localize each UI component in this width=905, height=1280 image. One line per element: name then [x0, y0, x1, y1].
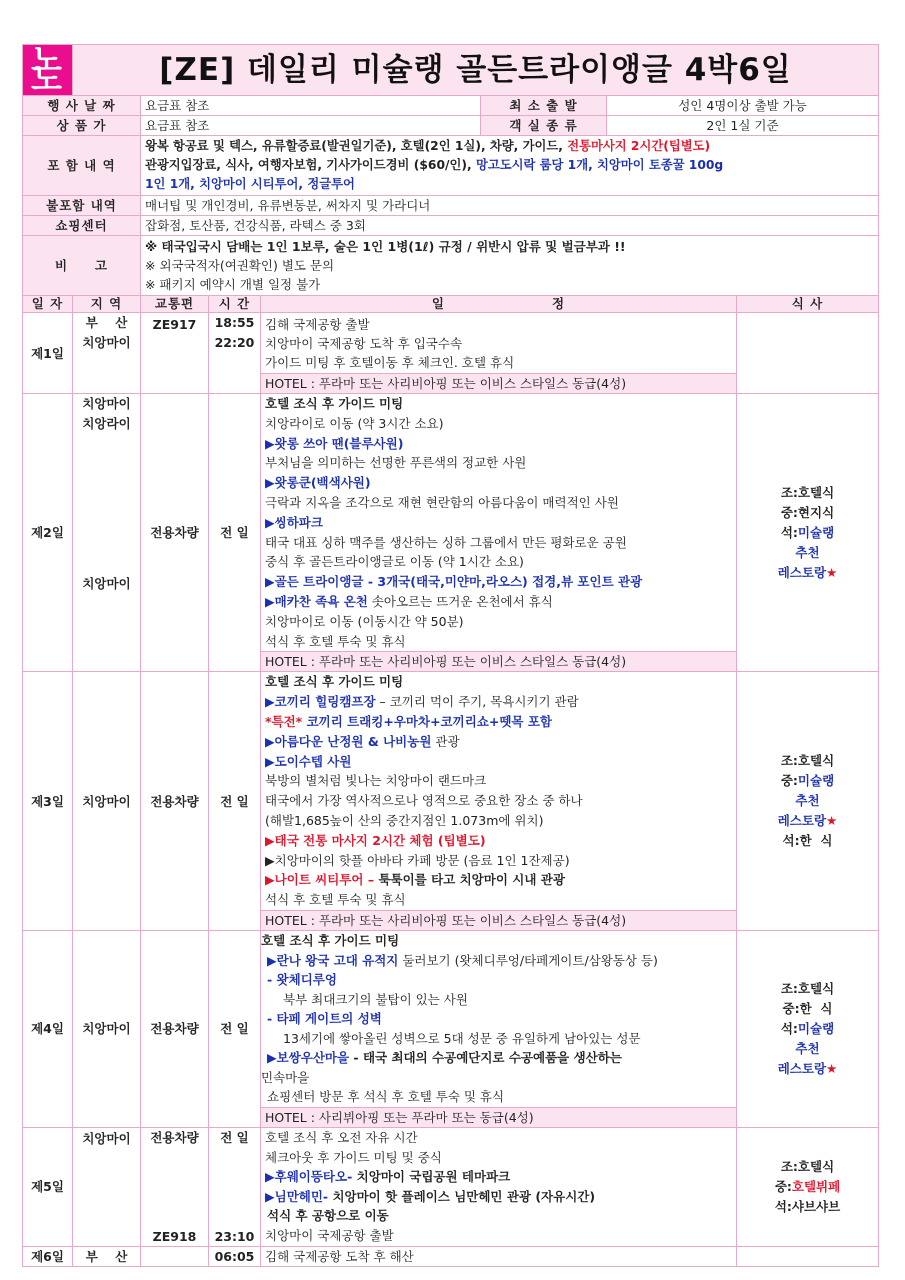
day1-meal	[737, 313, 879, 394]
day5-region: 치앙마이	[73, 1127, 141, 1246]
day2-region: 치앙마이 치앙라이 치앙마이	[73, 394, 141, 672]
day3-transport: 전용차량	[141, 672, 209, 931]
col-region: 지 역	[73, 296, 141, 313]
day3-label: 제3일	[23, 672, 73, 931]
notes-label: 비 고	[23, 236, 141, 296]
day6-label: 제6일	[23, 1246, 73, 1266]
col-time: 시 간	[209, 296, 261, 313]
day6-transport	[141, 1246, 209, 1266]
itinerary-document	[22, 44, 878, 1267]
travel-date-label: 행 사 날 짜	[23, 96, 141, 116]
col-transport: 교통편	[141, 296, 209, 313]
day6-schedule: 김해 국제공항 도착 후 해산	[261, 1246, 737, 1266]
day1-region: 부 산 치앙마이	[73, 313, 141, 394]
day1-hotel: HOTEL : 푸라마 또는 사리비아핑 또는 이비스 스타일스 동급(4성)	[261, 374, 737, 394]
price-value: 요금표 참조	[141, 116, 481, 136]
col-meal: 식 사	[737, 296, 879, 313]
included-value: 왕복 항공료 및 텍스, 유류할증료(발권일기준), 호텔(2인 1실), 차량, 가이드, 전통마사지 2시간(팁별도) 관광지입장료, 식사, 여행자보험, 기사가이드경비 ($60/인), 망고도시락 룸당 1개, 치앙마이 토종꿀 100g 1인 1개, 치앙마이 시티투어, 정글투어	[141, 136, 879, 196]
price-label: 상 품 가	[23, 116, 141, 136]
day3-hotel: HOTEL : 푸라마 또는 사리비아핑 또는 이비스 스타일스 동급(4성)	[261, 910, 737, 930]
day4-label: 제4일	[23, 930, 73, 1127]
day2-hotel: HOTEL : 푸라마 또는 사리비아핑 또는 이비스 스타일스 동급(4성)	[261, 652, 737, 672]
day2-label: 제2일	[23, 394, 73, 672]
day4-schedule: 호텔 조식 후 가이드 미팅 ▶란나 왕국 고대 유적지 둘러보기 (왓체디루엉/타페게이트/삼왕동상 등) - 왓체디루엉 북부 최대크기의 불탑이 있는 사원 - 타페 게이트의 성벽 13세기에 쌓아올린 성벽으로 5대 성문 중 유일하게 남아있는 성문 ▶보쌍우산마을 - 태국 최대의 수공예단지로 수공예품을 생산하는 민속마을 쇼핑센터 방문 후 석식 후 호텔 투숙 및 휴식	[261, 930, 737, 1107]
min-departure-label: 최 소 출 발	[481, 96, 607, 116]
day5-meal: 조:호텔식 중:호텔뷔페 석:샤브샤브	[737, 1127, 879, 1246]
room-type-label: 객 실 종 류	[481, 116, 607, 136]
excluded-label: 불포함 내역	[23, 196, 141, 216]
day1-schedule: 김해 국제공항 출발 치앙마이 국제공항 도착 후 입국수속 가이드 미팅 후 호텔이동 후 체크인. 호텔 휴식	[261, 313, 737, 374]
day5-transport: 전용차량 ZE918	[141, 1127, 209, 1246]
day1-transport: ZE917	[141, 313, 209, 394]
brand-logo: 노노	[23, 45, 73, 96]
day3-schedule: 호텔 조식 후 가이드 미팅 ▶코끼리 힐링캠프장 – 코끼리 먹이 주기, 목욕시키기 관람 *특전* 코끼리 트래킹+우마차+코끼리쇼+뗏목 포함 ▶아름다운 난정원 & 나비농원 관광 ▶도이수텝 사원 북방의 별처럼 빛나는 치앙마이 랜드마크 태국에서 가장 역사적으로나 영적으로 중요한 장소 중 하나 (해발1,685높이 산의 중간지점인 1.073m에 위치) ▶태국 전통 마사지 2시간 체험 (팁별도) ▶치앙마이의 핫플 아바타 카페 방문 (음료 1인 1잔제공) ▶나이트 씨티투어 – 툭툭이를 타고 치앙마이 시내 관광 석식 후 호텔 투숙 및 휴식	[261, 672, 737, 911]
col-schedule: 일 정	[261, 296, 737, 313]
day6-region: 부 산	[73, 1246, 141, 1266]
day3-region: 치앙마이	[73, 672, 141, 931]
notes-value: ※ 태국입국시 담배는 1인 1보루, 술은 1인 1병(1ℓ) 규정 / 위반시 압류 및 벌금부과 !! ※ 외국국적자(여권확인) 별도 문의 ※ 패키지 예약시 개별 일정 불가	[141, 236, 879, 296]
day3-time: 전 일	[209, 672, 261, 931]
day1-row	[23, 313, 879, 374]
excluded-value: 매너팁 및 개인경비, 유류변동분, 써차지 및 가라디너	[141, 196, 879, 216]
page-title: [ZE] 데일리 미슐랭 골든트라이앵글 4박6일	[73, 45, 879, 96]
day2-meal: 조:호텔식 중:현지식 석:미슐랭 추천 레스토랑★	[737, 394, 879, 672]
day6-time: 06:05	[209, 1246, 261, 1266]
day4-region: 치앙마이	[73, 930, 141, 1127]
day4-hotel: HOTEL : 사리뷔아핑 또는 푸라마 또는 동급(4성)	[261, 1107, 737, 1127]
day2-transport: 전용차량	[141, 394, 209, 672]
day1-label: 제1일	[23, 313, 73, 394]
day5-label: 제5일	[23, 1127, 73, 1246]
col-day: 일 자	[23, 296, 73, 313]
itinerary-table	[22, 44, 879, 1267]
shopping-value: 잡화점, 토산품, 건강식품, 라텍스 중 3회	[141, 216, 879, 236]
min-departure-value: 성인 4명이상 출발 가능	[607, 96, 879, 116]
day5-time: 전 일 23:10	[209, 1127, 261, 1246]
travel-date-value: 요금표 참조	[141, 96, 481, 116]
day3-meal: 조:호텔식 중:미슐랭 추천 레스토랑★ 석:한 식	[737, 672, 879, 931]
day2-schedule: 호텔 조식 후 가이드 미팅 치앙라이로 이동 (약 3시간 소요) ▶왓롱 쓰아 땐(블루사원) 부처님을 의미하는 선명한 푸른색의 정교한 사원 ▶왓롱쿤(백색사원) 극락과 지옥을 조각으로 재현 현란함의 아름다움이 매력적인 사원 ▶씽하파크 태국 대표 싱하 맥주를 생산하는 싱하 그룹에서 만든 평화로운 공원 중식 후 골든트라이앵글로 이동 (약 1시간 소요) ▶골든 트라이앵글 - 3개국(태국,미얀마,라오스) 접경,뷰 포인트 관광 ▶매카찬 족욕 온천 솟아오르는 뜨거운 온천에서 휴식 치앙마이로 이동 (이동시간 약 50분) 석식 후 호텔 투숙 및 휴식	[261, 394, 737, 652]
shopping-label: 쇼핑센터	[23, 216, 141, 236]
day5-schedule: 호텔 조식 후 오전 자유 시간 체크아웃 후 가이드 미팅 및 중식 ▶후웨이뜽타오- 치앙마이 국립공원 테마파크 ▶님만헤민- 치앙마이 핫 플레이스 님만헤민 관광 (자유시간) 석식 후 공항으로 이동 치앙마이 국제공항 출발	[261, 1127, 737, 1246]
day4-time: 전 일	[209, 930, 261, 1127]
included-label: 포 함 내 역	[23, 136, 141, 196]
day2-time: 전 일	[209, 394, 261, 672]
day1-time: 18:55 22:20	[209, 313, 261, 394]
day6-meal	[737, 1246, 879, 1266]
day4-meal: 조:호텔식 중:한 식 석:미슐랭 추천 레스토랑★	[737, 930, 879, 1127]
day4-transport: 전용차량	[141, 930, 209, 1127]
room-type-value: 2인 1실 기준	[607, 116, 879, 136]
